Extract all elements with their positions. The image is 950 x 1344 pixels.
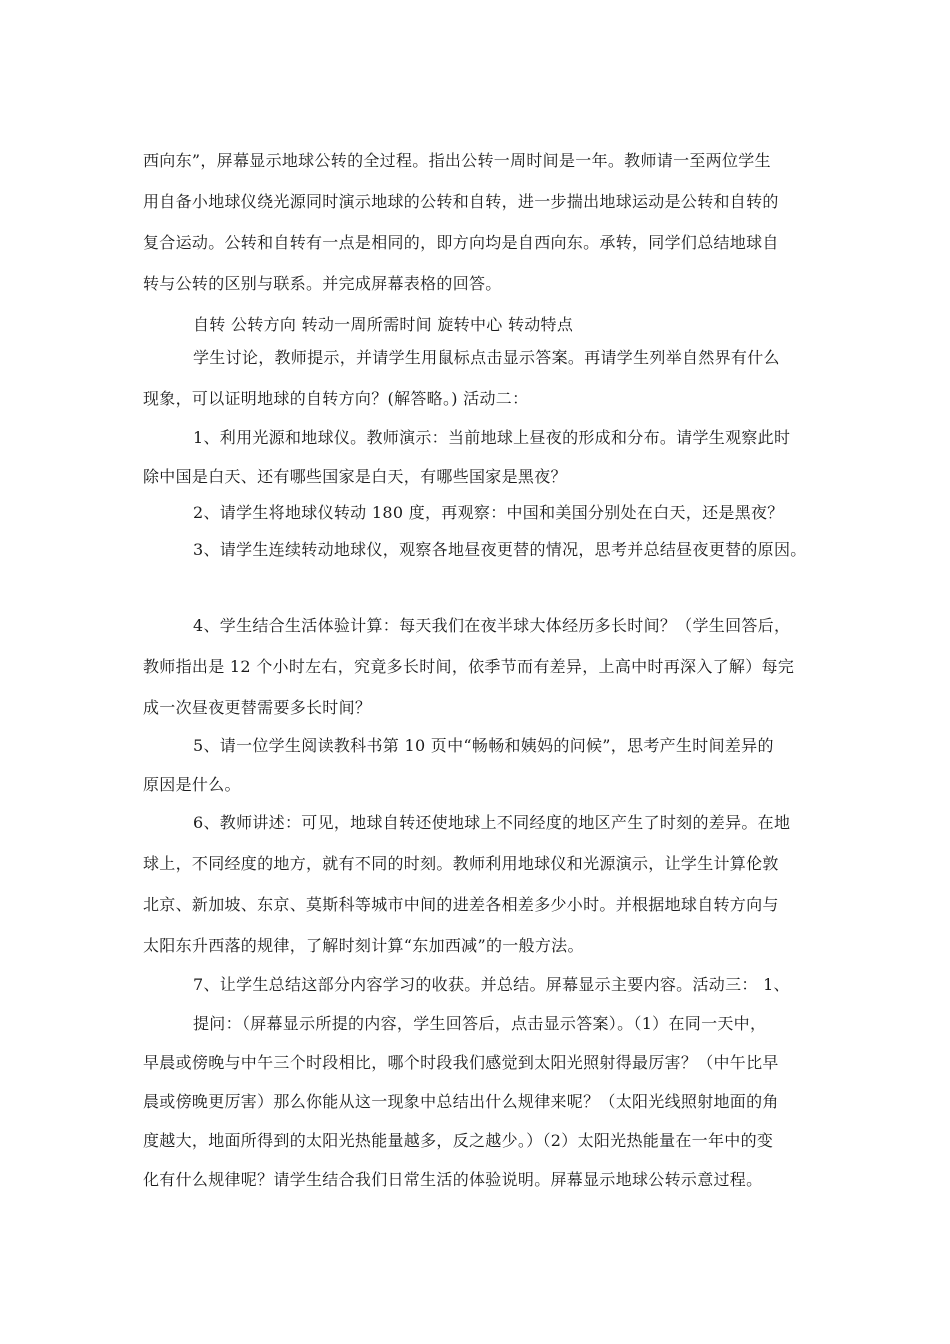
text-line: 3、请学生连续转动地球仪，观察各地昼夜更替的情况，思考并总结昼夜更替的原因。 xyxy=(193,540,807,559)
text-line: 转与公转的区别与联系。并完成屏幕表格的回答。 xyxy=(143,274,502,293)
text-line: 6、教师讲述：可见，地球自转还使地球上不同经度的地区产生了时刻的差异。在地 xyxy=(193,813,791,832)
text-line: 度越大，地面所得到的太阳光热能量越多，反之越少。）（2）太阳光热能量在一年中的变 xyxy=(143,1131,774,1150)
text-line: 7、让学生总结这部分内容学习的收获。并总结。屏幕显示主要内容。活动三： 1、 xyxy=(193,975,790,994)
text-line: 提问：（屏幕显示所提的内容，学生回答后，点击显示答案）。（1）在同一天中， xyxy=(193,1014,767,1033)
text-line: 太阳东升西落的规律，了解时刻计算“东加西减”的一般方法。 xyxy=(143,936,584,955)
text-line: 除中国是白天、还有哪些国家是白天，有哪些国家是黑夜？ xyxy=(143,467,567,486)
text-line: 5、请一位学生阅读教科书第 10 页中“畅畅和姨妈的问候”，思考产生时间差异的 xyxy=(193,736,774,755)
text-line: 用自备小地球仪绕光源同时演示地球的公转和自转，进一步揣出地球运动是公转和自转的 xyxy=(143,192,779,211)
table-header-line: 自转 公转方向 转动一周所需时间 旋转中心 转动特点 xyxy=(193,315,574,334)
text-line: 教师指出是 12 个小时左右，究竟多长时间，依季节而有差异，上高中时再深入了解）每完 xyxy=(143,657,795,676)
text-line: 北京、新加坡、东京、莫斯科等城市中间的进差各相差多少小时。并根据地球自转方向与 xyxy=(143,895,779,914)
text-line: 化有什么规律呢？请学生结合我们日常生活的体验说明。屏幕显示地球公转示意过程。 xyxy=(143,1170,763,1189)
text-line: 晨或傍晚更厉害）那么你能从这一现象中总结出什么规律来呢？（太阳光线照射地面的角 xyxy=(143,1092,779,1111)
text-line: 复合运动。公转和自转有一点是相同的，即方向均是自西向东。承转，同学们总结地球自 xyxy=(143,233,779,252)
text-line: 2、请学生将地球仪转动 180 度，再观察：中国和美国分别处在白天，还是黑夜？ xyxy=(193,503,784,522)
text-line: 现象，可以证明地球的自转方向？(解答略。) 活动二： xyxy=(143,389,529,408)
text-line: 早晨或傍晚与中午三个时段相比，哪个时段我们感觉到太阳光照射得最厉害？（中午比早 xyxy=(143,1053,779,1072)
text-line: 4、学生结合生活体验计算：每天我们在夜半球大体经历多长时间？（学生回答后， xyxy=(193,616,791,635)
text-line: 1、利用光源和地球仪。教师演示：当前地球上昼夜的形成和分布。请学生观察此时 xyxy=(193,428,791,447)
text-line: 成一次昼夜更替需要多长时间？ xyxy=(143,698,372,717)
text-line: 学生讨论，教师提示，并请学生用鼠标点击显示答案。再请学生列举自然界有什么 xyxy=(193,348,780,367)
text-line: 球上，不同经度的地方，就有不同的时刻。教师利用地球仪和光源演示，让学生计算伦敦 xyxy=(143,854,779,873)
text-line: 原因是什么。 xyxy=(143,775,241,794)
text-line: 西向东”，屏幕显示地球公转的全过程。指出公转一周时间是一年。教师请一至两位学生 xyxy=(143,151,771,170)
